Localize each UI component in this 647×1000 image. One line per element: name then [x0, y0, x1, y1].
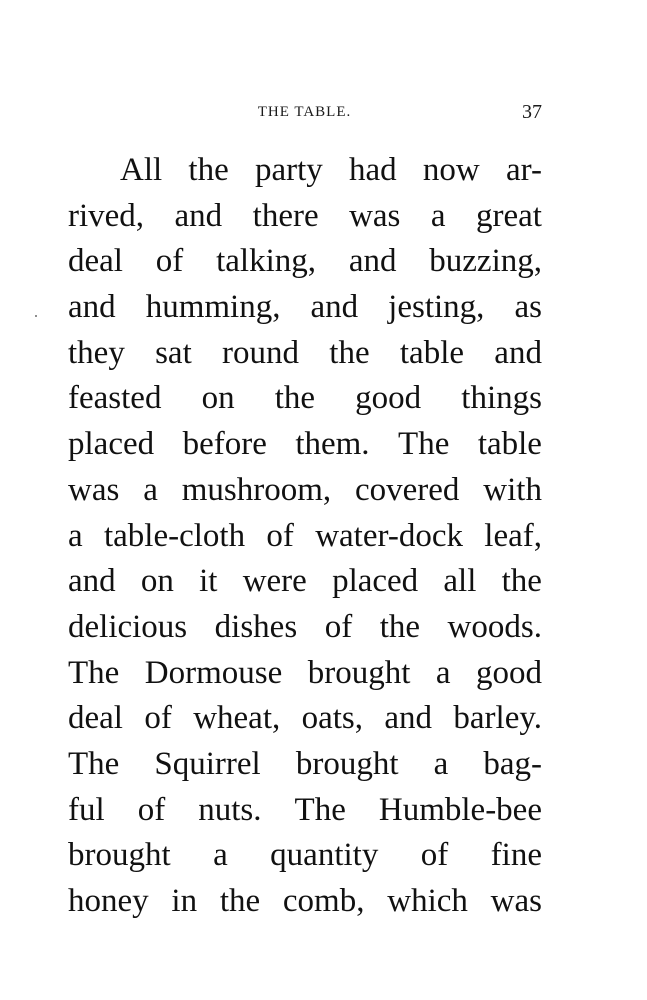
- word: deal: [68, 700, 123, 737]
- word: a: [435, 654, 451, 691]
- text-line: [68, 605, 542, 651]
- word: a: [68, 517, 83, 554]
- text-line: [68, 285, 542, 331]
- word: honey: [68, 883, 149, 919]
- word: fine: [490, 837, 542, 874]
- word: The: [68, 654, 120, 691]
- word: of: [144, 700, 172, 737]
- text-line: [68, 651, 542, 697]
- word: the: [274, 380, 316, 417]
- word: were: [242, 563, 307, 600]
- word: ar-: [505, 152, 542, 188]
- word: of: [324, 608, 353, 645]
- text-line: [68, 148, 542, 194]
- word: talking,: [216, 243, 316, 280]
- page-number: 37: [522, 101, 542, 123]
- word: placed: [332, 563, 419, 600]
- word: The: [294, 791, 346, 828]
- word: on: [140, 563, 174, 600]
- text-line: [68, 422, 542, 468]
- word: oats,: [301, 700, 364, 737]
- word: delicious: [68, 608, 188, 645]
- word: leaf,: [484, 517, 542, 554]
- word: all: [443, 563, 477, 600]
- word: of: [137, 791, 166, 828]
- word: great: [476, 197, 542, 234]
- word: good: [476, 654, 542, 691]
- word: them.: [295, 426, 370, 463]
- word: placed: [68, 426, 155, 463]
- word: and: [384, 700, 433, 737]
- word: was: [349, 197, 401, 234]
- text-line: [68, 331, 542, 377]
- word: comb,: [282, 883, 365, 919]
- word: table: [399, 334, 465, 371]
- word: the: [219, 883, 261, 919]
- word: good: [355, 380, 422, 417]
- text-line: [68, 696, 542, 742]
- word: jesting,: [388, 289, 485, 326]
- word: before: [182, 426, 267, 463]
- body-text: [68, 148, 542, 925]
- text-line: [68, 514, 542, 560]
- word: covered: [354, 471, 460, 508]
- word: sat: [155, 334, 192, 371]
- word: brought: [295, 745, 399, 782]
- text-line: [68, 194, 542, 240]
- word: it: [199, 563, 218, 600]
- word: the: [501, 563, 542, 600]
- word: ful: [68, 791, 105, 828]
- running-head: [68, 104, 541, 126]
- word: and: [348, 243, 397, 280]
- word: the: [188, 152, 229, 188]
- paper-speck: [35, 315, 37, 317]
- word: a: [143, 471, 158, 508]
- word: there: [252, 197, 319, 234]
- word: feasted: [68, 380, 162, 417]
- text-line: [68, 239, 542, 285]
- word: in: [171, 883, 198, 919]
- word: Dormouse: [144, 654, 283, 691]
- word: All: [120, 152, 163, 188]
- word: now: [422, 152, 480, 188]
- word: was: [68, 471, 120, 508]
- word: nuts.: [198, 791, 262, 828]
- word: was: [490, 883, 542, 919]
- word: which: [387, 883, 468, 919]
- word: table: [477, 426, 542, 463]
- text-line: [68, 788, 542, 834]
- word: with: [483, 471, 542, 508]
- word: and: [310, 289, 359, 326]
- word: wheat,: [193, 700, 281, 737]
- word: a: [430, 197, 446, 234]
- word: rived,: [68, 197, 145, 234]
- word: mushroom,: [181, 471, 332, 508]
- word: brought: [307, 654, 411, 691]
- word: the: [379, 608, 421, 645]
- word: as: [514, 289, 542, 326]
- text-line: [68, 742, 542, 788]
- text-line: [68, 376, 542, 422]
- word: had: [349, 152, 397, 188]
- text-line: [68, 559, 542, 605]
- word: of: [420, 837, 449, 874]
- word: humming,: [145, 289, 281, 326]
- word: Squirrel: [154, 745, 261, 782]
- word: and: [494, 334, 542, 371]
- text-line: [68, 879, 542, 925]
- page-number-container: [500, 101, 542, 125]
- word: water-dock: [315, 517, 463, 554]
- word: on: [201, 380, 235, 417]
- word: round: [222, 334, 300, 371]
- word: table-cloth: [103, 517, 246, 554]
- word: The: [68, 745, 120, 782]
- word: and: [174, 197, 223, 234]
- word: of: [155, 243, 184, 280]
- word: The: [398, 426, 450, 463]
- word: barley.: [453, 700, 542, 737]
- word: party: [254, 152, 323, 188]
- word: Humble-bee: [378, 791, 542, 828]
- word: buzzing,: [429, 243, 542, 280]
- word: and: [68, 289, 116, 326]
- text-line: [68, 833, 542, 879]
- text-line: [68, 468, 542, 514]
- word: deal: [68, 243, 123, 280]
- word: bag-: [483, 745, 542, 782]
- word: they: [68, 334, 125, 371]
- word: things: [461, 380, 542, 417]
- word: of: [266, 517, 294, 554]
- word: a: [433, 745, 449, 782]
- word: quantity: [270, 837, 379, 874]
- word: and: [68, 563, 116, 600]
- word: woods.: [447, 608, 542, 645]
- word: dishes: [214, 608, 298, 645]
- word: brought: [68, 837, 171, 874]
- word: the: [329, 334, 370, 371]
- running-head-title: THE TABLE.: [257, 104, 352, 120]
- word: a: [213, 837, 228, 874]
